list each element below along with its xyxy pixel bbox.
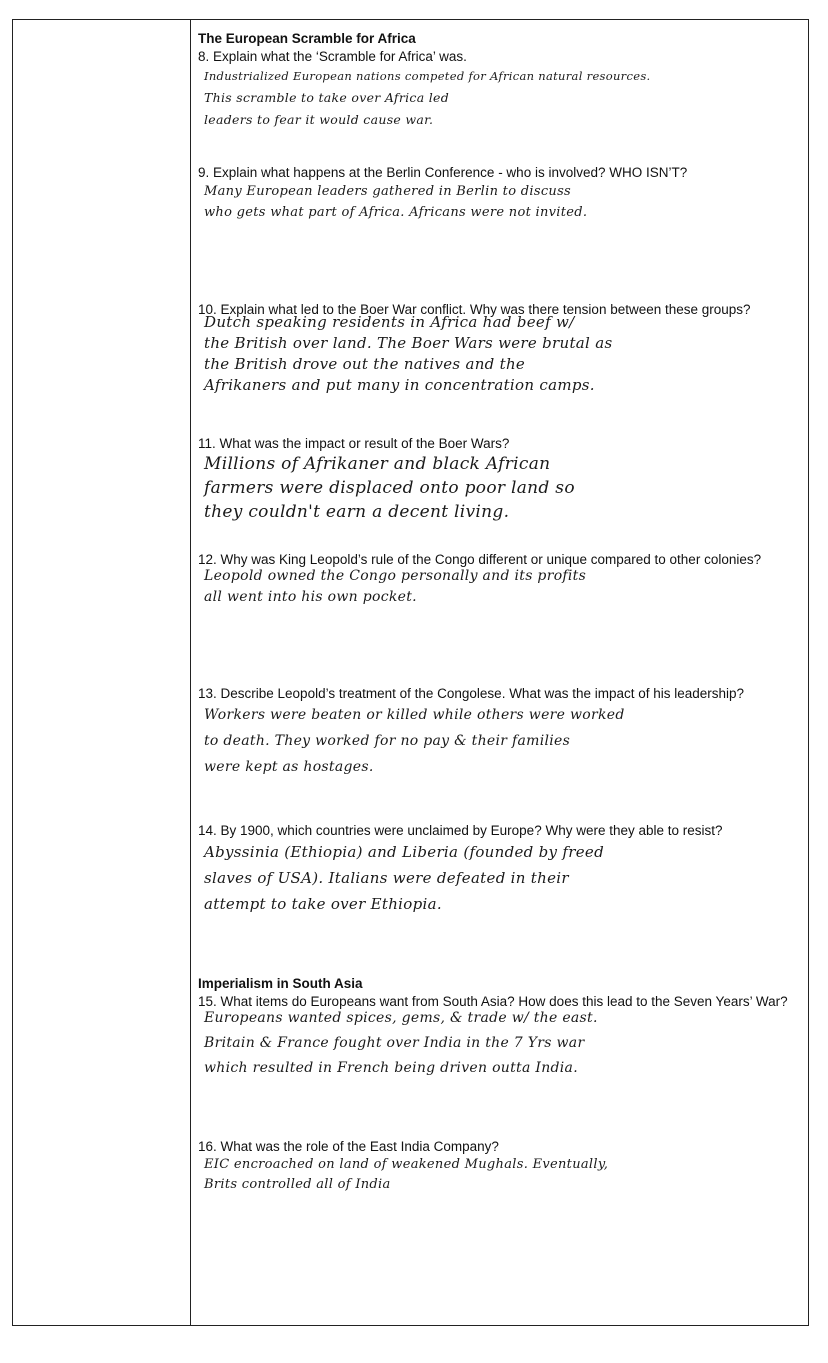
answer-line: farmers were displaced onto poor land so xyxy=(204,478,575,498)
question-prompt: 16. What was the role of the East India Company? xyxy=(198,1139,499,1154)
answer-line: slaves of USA). Italians were defeated in their xyxy=(204,869,569,887)
question-prompt: 11. What was the impact or result of the Boer Wars? xyxy=(198,436,510,451)
answer-line: Leopold owned the Congo personally and its profits xyxy=(204,568,587,584)
answer-line: the British drove out the natives and the xyxy=(204,355,526,373)
handwritten-answer xyxy=(198,452,803,524)
section-scramble xyxy=(198,30,803,47)
answer-line: Industrialized European nations competed for African natural resources. xyxy=(204,69,651,83)
question-prompt: 9. Explain what happens at the Berlin Conference - who is involved? WHO ISN’T? xyxy=(198,165,688,180)
answer-line: all went into his own pocket. xyxy=(204,589,417,605)
question-prompt: 8. Explain what the ‘Scramble for Africa’ was. xyxy=(198,49,467,64)
section-heading: The European Scramble for Africa xyxy=(198,31,416,46)
answer-line: EIC encroached on land of weakened Mughals. Eventually, xyxy=(204,1157,609,1172)
answer-line: who gets what part of Africa. Africans were not invited. xyxy=(204,205,588,220)
handwritten-answer xyxy=(198,839,803,917)
answer-line: Dutch speaking residents in Africa had beef w/ xyxy=(204,313,575,331)
question-8 xyxy=(198,48,803,131)
question-9 xyxy=(198,164,803,223)
question-prompt: 15. What items do Europeans want from South Asia? How does this lead to the Seven Years’ War? xyxy=(198,994,788,1009)
answer-line: Britain & France fought over India in the 7 Yrs war xyxy=(204,1035,585,1051)
worksheet-table xyxy=(12,19,809,1326)
question-13 xyxy=(198,685,803,780)
answer-line: This scramble to take over Africa led xyxy=(204,90,450,105)
answer-line: were kept as hostages. xyxy=(204,759,374,775)
question-15 xyxy=(198,993,803,1081)
handwritten-answer xyxy=(198,181,803,223)
answer-line: Workers were beaten or killed while others were worked xyxy=(204,707,625,723)
question-prompt: 14. By 1900, which countries were unclaimed by Europe? Why were they able to resist? xyxy=(198,823,723,838)
answer-line: the British over land. The Boer Wars were brutal as xyxy=(204,334,613,352)
left-column xyxy=(13,20,191,1325)
answer-line: Many European leaders gathered in Berlin to discuss xyxy=(204,184,572,199)
section-south-asia xyxy=(198,975,803,992)
answer-line: Europeans wanted spices, gems, & trade w/ the east. xyxy=(204,1010,598,1026)
answer-line: Abyssinia (Ethiopia) and Liberia (founded by freed xyxy=(204,843,604,861)
handwritten-answer xyxy=(198,1006,803,1081)
question-10 xyxy=(198,301,803,396)
answer-line: Brits controlled all of India xyxy=(204,1177,391,1192)
answer-line: Afrikaners and put many in concentration camps. xyxy=(204,376,595,394)
question-prompt: 12. Why was King Leopold’s rule of the Congo different or unique compared to other colonies? xyxy=(198,552,762,567)
question-prompt: 13. Describe Leopold’s treatment of the Congolese. What was the impact of his leadership? xyxy=(198,686,745,701)
question-14 xyxy=(198,822,803,917)
handwritten-answer xyxy=(198,702,803,780)
answer-line: attempt to take over Ethiopia. xyxy=(204,895,442,913)
handwritten-answer xyxy=(198,1155,803,1195)
question-prompt: 10. Explain what led to the Boer War conflict. Why was there tension between these groups? xyxy=(198,302,751,317)
handwritten-answer xyxy=(198,566,803,608)
question-11 xyxy=(198,435,803,524)
question-16 xyxy=(198,1138,803,1195)
answer-line: which resulted in French being driven outta India. xyxy=(204,1060,578,1076)
handwritten-answer xyxy=(198,65,803,131)
answer-line: Millions of Afrikaner and black African xyxy=(204,454,551,474)
section-heading: Imperialism in South Asia xyxy=(198,976,363,991)
answer-line: leaders to fear it would cause war. xyxy=(204,112,434,127)
question-12 xyxy=(198,551,803,608)
right-column xyxy=(198,20,803,1325)
handwritten-answer xyxy=(198,312,803,396)
answer-line: they couldn't earn a decent living. xyxy=(204,502,510,522)
answer-line: to death. They worked for no pay & their families xyxy=(204,733,571,749)
